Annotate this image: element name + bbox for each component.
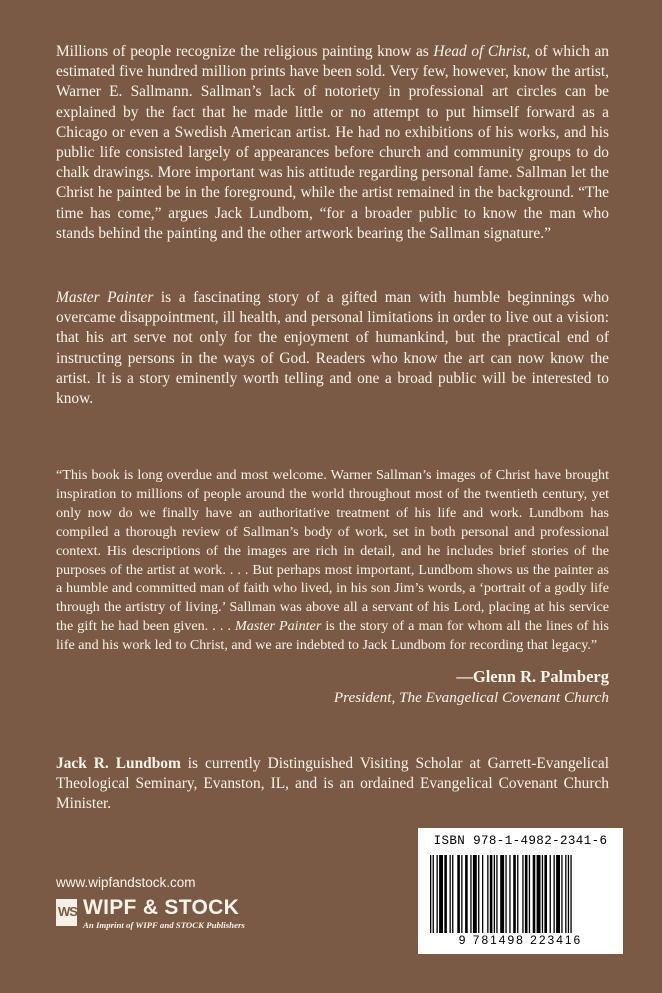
barcode-bar <box>490 855 493 933</box>
barcode-bar <box>444 855 447 933</box>
barcode-bar <box>437 855 438 933</box>
barcode-bar <box>517 855 518 933</box>
endorser-title: President, The Evangelical Covenant Church <box>333 689 609 706</box>
barcode-bar <box>561 855 562 933</box>
barcode-bar <box>509 855 510 933</box>
publisher-logo <box>56 896 316 936</box>
barcode-bar <box>529 855 530 933</box>
barcode-bar <box>522 855 523 933</box>
ws-logo-icon <box>56 899 77 926</box>
barcode-bar <box>430 855 431 933</box>
book-title-reference: Master Painter <box>56 289 154 306</box>
barcode-bar <box>550 855 551 933</box>
barcode-bar <box>537 855 541 933</box>
publisher-website: www.wipfandstock.com <box>56 875 196 890</box>
endorsement-attribution <box>334 666 609 708</box>
isbn-barcode <box>418 828 623 954</box>
ws-logo-text: WS <box>58 904 77 919</box>
description-paragraph-2 <box>56 288 609 409</box>
barcode-bar <box>473 855 477 933</box>
barcode-bar <box>513 855 516 933</box>
publisher-tagline: An Imprint of WIPF and STOCK Publishers <box>83 920 245 930</box>
barcode-icon <box>426 855 615 935</box>
description-text: Millions of people recognize the religious painting know as <box>56 43 434 60</box>
barcode-bar <box>450 855 451 933</box>
barcode-bar <box>478 855 479 933</box>
description-paragraph-1 <box>56 42 609 244</box>
barcode-bar <box>505 855 506 933</box>
author-bio <box>56 754 609 815</box>
endorsement-text: “This book is long overdue and most welcome. Warner Sallman’s images of Christ have brought inspiration to millions of people around the world throughout most of the twentieth century, yet only now do we finally have an authoritative treatment of his life and work. Lundbom has compiled a thorough review of Sallman’s body of work, set in both personal and professional context. His descriptions of the images are rich in detail, and he includes brief stories of the purposes of the artist at work. . . . But perhaps most important, Lundbom shows us the painter as a humble and committed man of faith who lived, in his son Jim’s words, a ‘portrait of a godly life through the artistry of living.’ Sallman was above all a servant of his Lord, placing at his service the gift he had been given. . . . <box>56 467 609 635</box>
barcode-bar <box>544 855 547 933</box>
book-title-reference: Master Painter <box>235 618 322 635</box>
barcode-bar <box>554 855 555 933</box>
barcode-bar <box>542 855 543 933</box>
barcode-bar <box>570 855 571 933</box>
barcode-digits: 9 781498 223416 <box>458 933 583 947</box>
barcode-bar <box>565 855 566 933</box>
barcode-bar <box>470 855 471 933</box>
barcode-bar <box>457 855 460 933</box>
barcode-bar <box>556 855 560 933</box>
barcode-bar <box>500 855 504 933</box>
isbn-label: ISBN 978-1-4982-2341-6 <box>433 834 608 848</box>
endorser-name: —Glenn R. Palmberg <box>456 667 609 686</box>
barcode-bar <box>494 855 495 933</box>
barcode-bar <box>487 855 488 933</box>
barcode-bar <box>433 855 434 933</box>
barcode-bar <box>439 855 443 933</box>
endorsement-quote <box>56 466 609 655</box>
description-text: , of which an estimated five hundred million prints have been sold. Very few, however, know the artist, Warner E. Sallmann. Sallman’s lack of notoriety in professional art circles can be explained by the fact that he made little or no attempt to put himself forward as a Chicago or even a Swedish American artist. He had no exhibitions of his works, and his public life consisted largely of appearances before church and community groups to do chalk drawings. More important was his attitude regarding personal fame. Sallman let the Christ he painted be in the foreground, while the artist remained in the background. “The time has come,” argues Jack Lundbom, “for a broader public to know the man who stands behind the painting and the other artwork bearing the Sallman signature.” <box>56 43 610 242</box>
description-text: is a fascinating story of a gifted man with humble beginnings who overcame disappointment, ill health, and personal limitations in order to live out a vision: that his art serve not only for the enjoyment of humankind, but the practical end of instructing persons in the ways of God. Readers who know the art can now know the artist. It is a story eminently worth telling and one a broad public will be interested to know. <box>56 289 609 408</box>
barcode-bar <box>465 855 468 933</box>
barcode-bar <box>496 855 497 933</box>
barcode-bar <box>525 855 528 933</box>
author-bio-text: is currently Distinguished Visiting Scholar at Garrett-Evangelical Theological Seminary, Evanston, IL, and is an ordained Evangelical Covenant Church Minister. <box>56 755 609 813</box>
book-title-reference: Head of Christ <box>433 43 527 60</box>
author-name: Jack R. Lundbom <box>56 755 181 772</box>
barcode-bar <box>452 855 453 933</box>
publisher-name: WIPF & STOCK <box>83 896 240 919</box>
barcode-bar <box>482 855 483 933</box>
barcode-bar <box>533 855 536 933</box>
endorsement-text: is the story of a man for whom all the lines of his life and his work led to Christ, and we are indebted to Jack Lundbom for recording that legacy.” <box>56 618 609 654</box>
barcode-bar <box>568 855 569 933</box>
barcode-bar <box>461 855 462 933</box>
